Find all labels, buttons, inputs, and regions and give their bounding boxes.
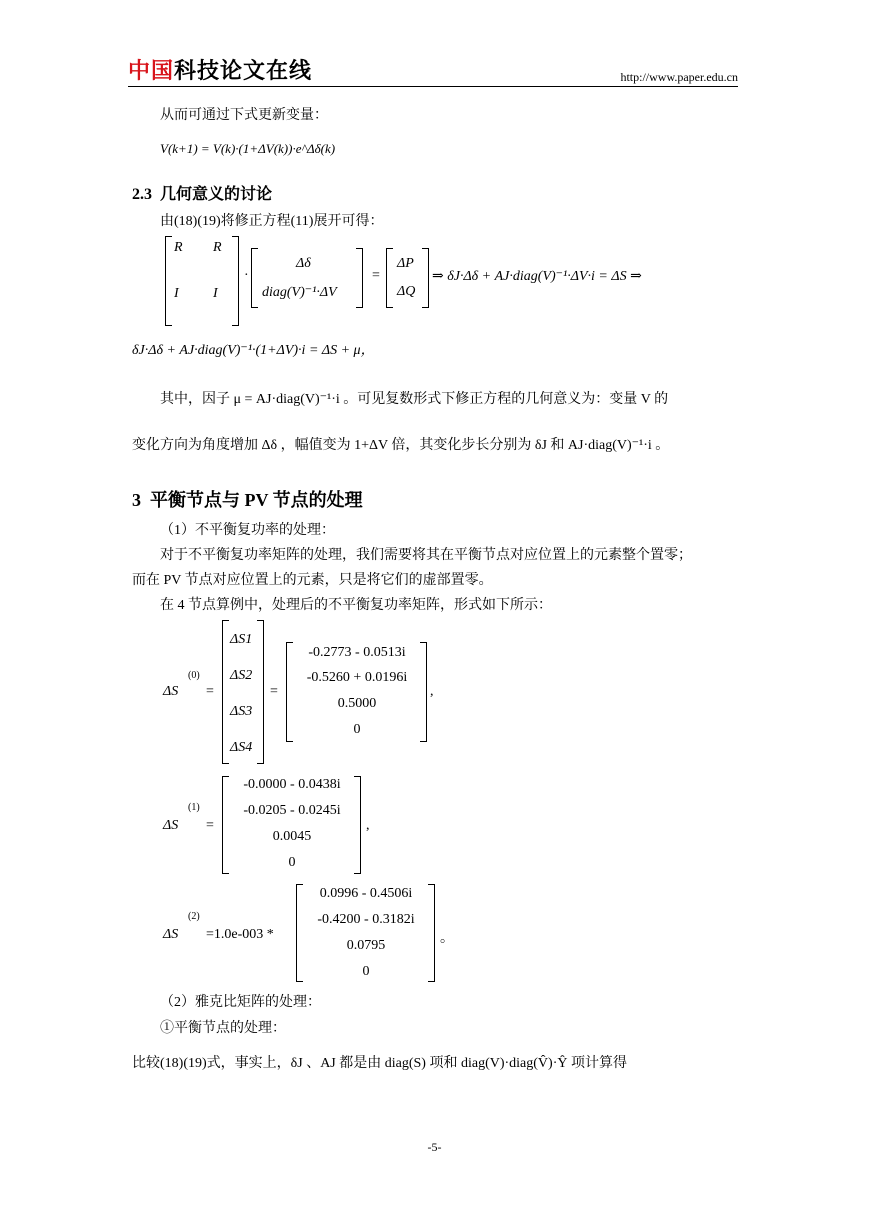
expand-line: 由(18)(19)将修正方程(11)展开可得： <box>160 214 384 229</box>
vector-0-entry-3: ΔS3 <box>230 704 253 719</box>
values-1-entry-1: -0.0000 - 0.0438i <box>243 777 341 792</box>
rhs-entry-1: ΔP <box>397 256 414 271</box>
matrix-2-label: ΔS <box>163 927 179 942</box>
equation-line-2: δJ·Δδ + AJ·diag(V)⁻¹·(1+ΔV)·i = ΔS + μ， <box>132 343 375 358</box>
values-2-entry-3: 0.0795 <box>346 938 386 953</box>
equals-sign: = <box>372 268 380 283</box>
matrix-1-superscript: (1) <box>188 802 200 813</box>
vector-0-entry-2: ΔS2 <box>230 668 253 683</box>
rhs-bracket-open <box>386 248 393 308</box>
rhs-entry-2: ΔQ <box>397 284 416 299</box>
matrix-1-label: ΔS <box>163 818 179 833</box>
values-0-entry-3: 0.5000 <box>337 696 377 711</box>
mid-entry-1: Δδ <box>296 256 311 271</box>
page-number: -5- <box>427 1140 442 1154</box>
item-2-title: （2）雅克比矩阵的处理： <box>160 995 321 1010</box>
last-line: 比较(18)(19)式，事实上，δJ 、AJ 都是由 diag(S) 项和 diag(V)·diag(V̂)·Ŷ 项计算得 <box>132 1056 627 1071</box>
values-0-entry-1: -0.2773 - 0.0513i <box>308 645 406 660</box>
item-1-title: （1）不平衡复功率的处理： <box>160 523 335 538</box>
header-rule <box>128 86 738 87</box>
matrix-entry-r1c2: R <box>213 240 222 255</box>
update-equation: V(k+1) = V(k)·(1+ΔV(k))·e^Δδ(k) <box>160 141 336 156</box>
mid-bracket-close <box>356 248 363 308</box>
matrix-entry-r1c1: R <box>174 240 183 255</box>
values-2-entry-1: 0.0996 - 0.4506i <box>319 886 413 901</box>
vector-0-entry-1: ΔS1 <box>230 632 253 647</box>
values-0-bracket-close <box>420 642 427 742</box>
intro-line: 从而可通过下式更新变量： <box>160 108 328 123</box>
journal-logo: 中国科技论文在线 <box>128 59 313 84</box>
mu-paragraph-line-1: 其中，因子 μ = AJ·diag(V)⁻¹·i 。可见复数形式下修正方程的几何意义为：变量 V 的 <box>160 392 669 407</box>
vector-0-bracket-close <box>257 620 264 764</box>
dot-operator: · <box>244 268 249 283</box>
vector-0-entry-4: ΔS4 <box>230 740 253 755</box>
matrix-entry-r2c2: I <box>213 286 218 301</box>
equation-tail: ⇒ δJ·Δδ + AJ·diag(V)⁻¹·ΔV·i = ΔS ⇒ <box>432 269 642 284</box>
mid-entry-2: diag(V)⁻¹·ΔV <box>262 285 337 300</box>
matrix-0-label: ΔS <box>163 684 179 699</box>
values-2-entry-2: -0.4200 - 0.3182i <box>317 912 415 927</box>
matrix-1-end: , <box>366 818 370 833</box>
values-0-entry-2: -0.5260 + 0.0196i <box>306 670 408 685</box>
values-2-entry-4: 0 <box>362 964 370 979</box>
matrix-entry-r2c1: I <box>174 286 179 301</box>
values-1-entry-3: 0.0045 <box>272 829 312 844</box>
vector-0-bracket-open <box>222 620 229 764</box>
matrix-0-superscript: (0) <box>188 670 200 681</box>
values-1-bracket-close <box>354 776 361 874</box>
item-1-paragraph-b: 而在 PV 节点对应位置上的元素，只是将它们的虚部置零。 <box>132 573 493 588</box>
equals-sign: = <box>206 818 214 833</box>
section-heading-2-3: 2.3 几何意义的讨论 <box>132 186 273 203</box>
matrix-2-scale: =1.0e-003 * <box>206 927 274 942</box>
values-1-entry-4: 0 <box>288 855 296 870</box>
matrix-2-end: 。 <box>440 931 454 946</box>
item-1-paragraph-a: 对于不平衡复功率矩阵的处理，我们需要将其在平衡节点对应位置上的元素整个置零； <box>160 548 692 563</box>
values-0-entry-4: 0 <box>353 722 361 737</box>
matrix-2-superscript: (2) <box>188 911 200 922</box>
values-2-bracket-close <box>428 884 435 982</box>
equals-sign: = <box>206 684 214 699</box>
header-url: http://www.paper.edu.cn <box>620 70 738 84</box>
mu-paragraph-line-2: 变化方向为角度增加 Δδ ，幅值变为 1+ΔV 倍，其变化步长分别为 δJ 和 AJ·diag(V)⁻¹·i 。 <box>132 438 670 453</box>
section-heading-3: 3 平衡节点与 PV 节点的处理 <box>132 490 363 510</box>
rhs-bracket-close <box>422 248 429 308</box>
left-bracket-open <box>165 236 172 326</box>
matrix-0-end: , <box>430 684 434 699</box>
equals-sign: = <box>270 684 278 699</box>
item-2-subtitle: ①平衡节点的处理： <box>160 1021 286 1036</box>
mid-bracket-open <box>251 248 258 308</box>
values-1-entry-2: -0.0205 - 0.0245i <box>243 803 341 818</box>
left-bracket-close <box>232 236 239 326</box>
item-1-paragraph-c: 在 4 节点算例中，处理后的不平衡复功率矩阵，形式如下所示： <box>160 598 552 613</box>
